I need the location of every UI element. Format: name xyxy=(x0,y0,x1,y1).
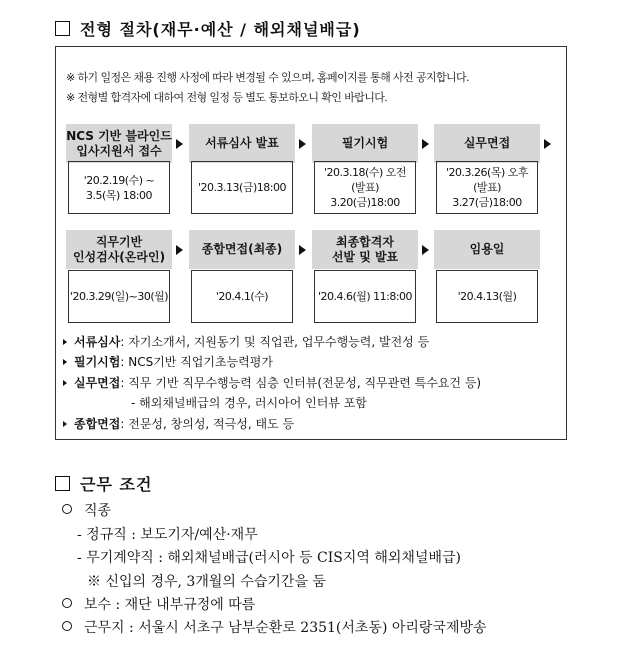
step-date: '20.4.6(월) 11:8:00 xyxy=(314,270,416,323)
step-date: '20.2.19(수) ~ 3.5(목) 18:00 xyxy=(68,161,170,214)
arrow-right-icon xyxy=(299,139,306,149)
notice-line: ※ 하기 일정은 채용 진행 사정에 따라 변경될 수 있으며, 홈페이지를 통해 사전 공지합니다. xyxy=(66,71,469,84)
step-date: '20.3.26(목) 오후 (발표) 3.27(금)18:00 xyxy=(436,161,538,214)
notice-line: ※ 전형별 합격자에 대하여 전형 일정 등 별도 통보하오니 확인 바랍니다. xyxy=(66,91,388,104)
detail-written-test: 필기시험 : NCS기반 직업기초능력평가 xyxy=(63,353,273,370)
circle-bullet-icon xyxy=(62,504,72,514)
arrow-right-icon xyxy=(422,245,429,255)
step-title: 서류심사 발표 xyxy=(189,124,295,163)
step-final-interview xyxy=(189,230,295,303)
triangle-bullet-icon xyxy=(63,359,67,365)
step-document-result xyxy=(189,124,295,194)
step-date: '20.3.18(수) 오전 (발표) 3.20(금)18:00 xyxy=(314,161,416,214)
detail-document-review: 서류심사 : 자기소개서, 지원동기 및 직업관, 업무수행능력, 발전성 등 xyxy=(63,333,429,350)
step-title: 임용일 xyxy=(434,230,540,269)
condition-location: 근무지 : 서울시 서초구 남부순환로 2351(서초동) 아리랑국제방송 xyxy=(62,617,487,637)
step-written-test xyxy=(312,124,418,209)
step-title: NCS 기반 블라인드 입사지원서 접수 xyxy=(66,124,172,163)
job-item: - 무기계약직 : 해외채널배급(러시아 등 CIS지역 해외채널배급) xyxy=(77,550,461,566)
step-date: '20.3.29(일)~30(월) xyxy=(68,270,170,323)
step-personality-test xyxy=(66,230,172,303)
step-date: '20.4.1(수) xyxy=(191,270,293,323)
detail-sub-note: - 해외채널배급의 경우, 러시아어 인터뷰 포함 xyxy=(131,396,367,410)
condition-salary: 보수 : 재단 내부규정에 따름 xyxy=(62,594,255,614)
step-final-selection xyxy=(312,230,418,303)
arrow-right-icon xyxy=(176,139,183,149)
triangle-bullet-icon xyxy=(63,421,67,427)
step-title: 필기시험 xyxy=(312,124,418,163)
circle-bullet-icon xyxy=(62,598,72,608)
step-practical-interview xyxy=(434,124,540,209)
job-item: - 정규직 : 보도기자/예산·재무 xyxy=(77,527,258,543)
checkbox-square-icon xyxy=(55,21,70,36)
triangle-bullet-icon xyxy=(63,339,67,345)
triangle-bullet-icon xyxy=(63,380,67,386)
condition-job-type: 직종 xyxy=(62,500,111,520)
job-note: ※ 신입의 경우, 3개월의 수습기간을 둠 xyxy=(87,574,326,590)
step-date: '20.4.13(월) xyxy=(436,270,538,323)
detail-practical-interview: 실무면접 : 직무 기반 직무수행능력 심층 인터뷰(전문성, 직무관련 특수요건 등) xyxy=(63,374,481,391)
step-title: 실무면접 xyxy=(434,124,540,163)
arrow-right-icon xyxy=(176,245,183,255)
step-title: 최종합격자 선발 및 발표 xyxy=(312,230,418,269)
section-title-conditions: 근무 조건 xyxy=(55,472,152,495)
checkbox-square-icon xyxy=(55,476,70,491)
step-application xyxy=(66,124,172,202)
step-appointment xyxy=(434,230,540,303)
step-title: 직무기반 인성검사(온라인) xyxy=(66,230,172,269)
arrow-right-icon xyxy=(422,139,429,149)
arrow-right-icon xyxy=(544,139,551,149)
step-title: 종합면접(최종) xyxy=(189,230,295,269)
step-date: '20.3.13(금)18:00 xyxy=(191,161,293,214)
arrow-right-icon xyxy=(299,245,306,255)
circle-bullet-icon xyxy=(62,621,72,631)
section-title-procedure: 전형 절차(재무·예산 / 해외채널배급) xyxy=(55,17,361,40)
detail-final-interview: 종합면접 : 전문성, 창의성, 적극성, 태도 등 xyxy=(63,415,294,432)
